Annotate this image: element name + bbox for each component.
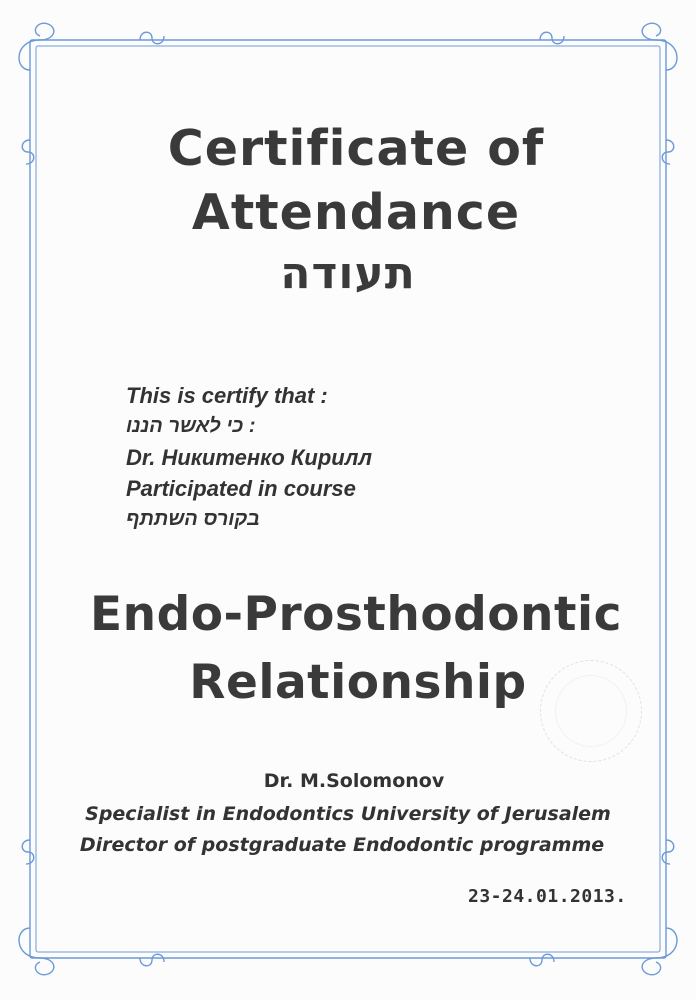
signer-title-2: Director of postgraduate Endodontic programme <box>79 834 605 856</box>
course-title-line-2: Relationship <box>189 655 527 710</box>
course-title-line-1: Endo-Prosthodontic <box>90 587 622 642</box>
title-line-1: Certificate of <box>167 120 545 177</box>
recipient-name: Dr. Никитенко Кирилл <box>126 445 373 470</box>
participated-statement-hebrew: בקורס השתתף <box>126 508 260 530</box>
course-date: 23-24.01.2013. <box>468 886 627 907</box>
certify-statement-hebrew: : כי לאשר הננו <box>126 415 256 437</box>
title-hebrew: תעודה <box>280 248 416 299</box>
signer-name: Dr. M.Solomonov <box>263 770 445 792</box>
certification-block <box>126 380 546 535</box>
certify-statement: This is certify that : <box>126 383 328 408</box>
signer-title-1: Specialist in Endodontics University of Jerusalem <box>85 803 611 825</box>
title-line-2: Attendance <box>191 184 521 241</box>
participated-statement: Participated in course <box>126 476 356 501</box>
